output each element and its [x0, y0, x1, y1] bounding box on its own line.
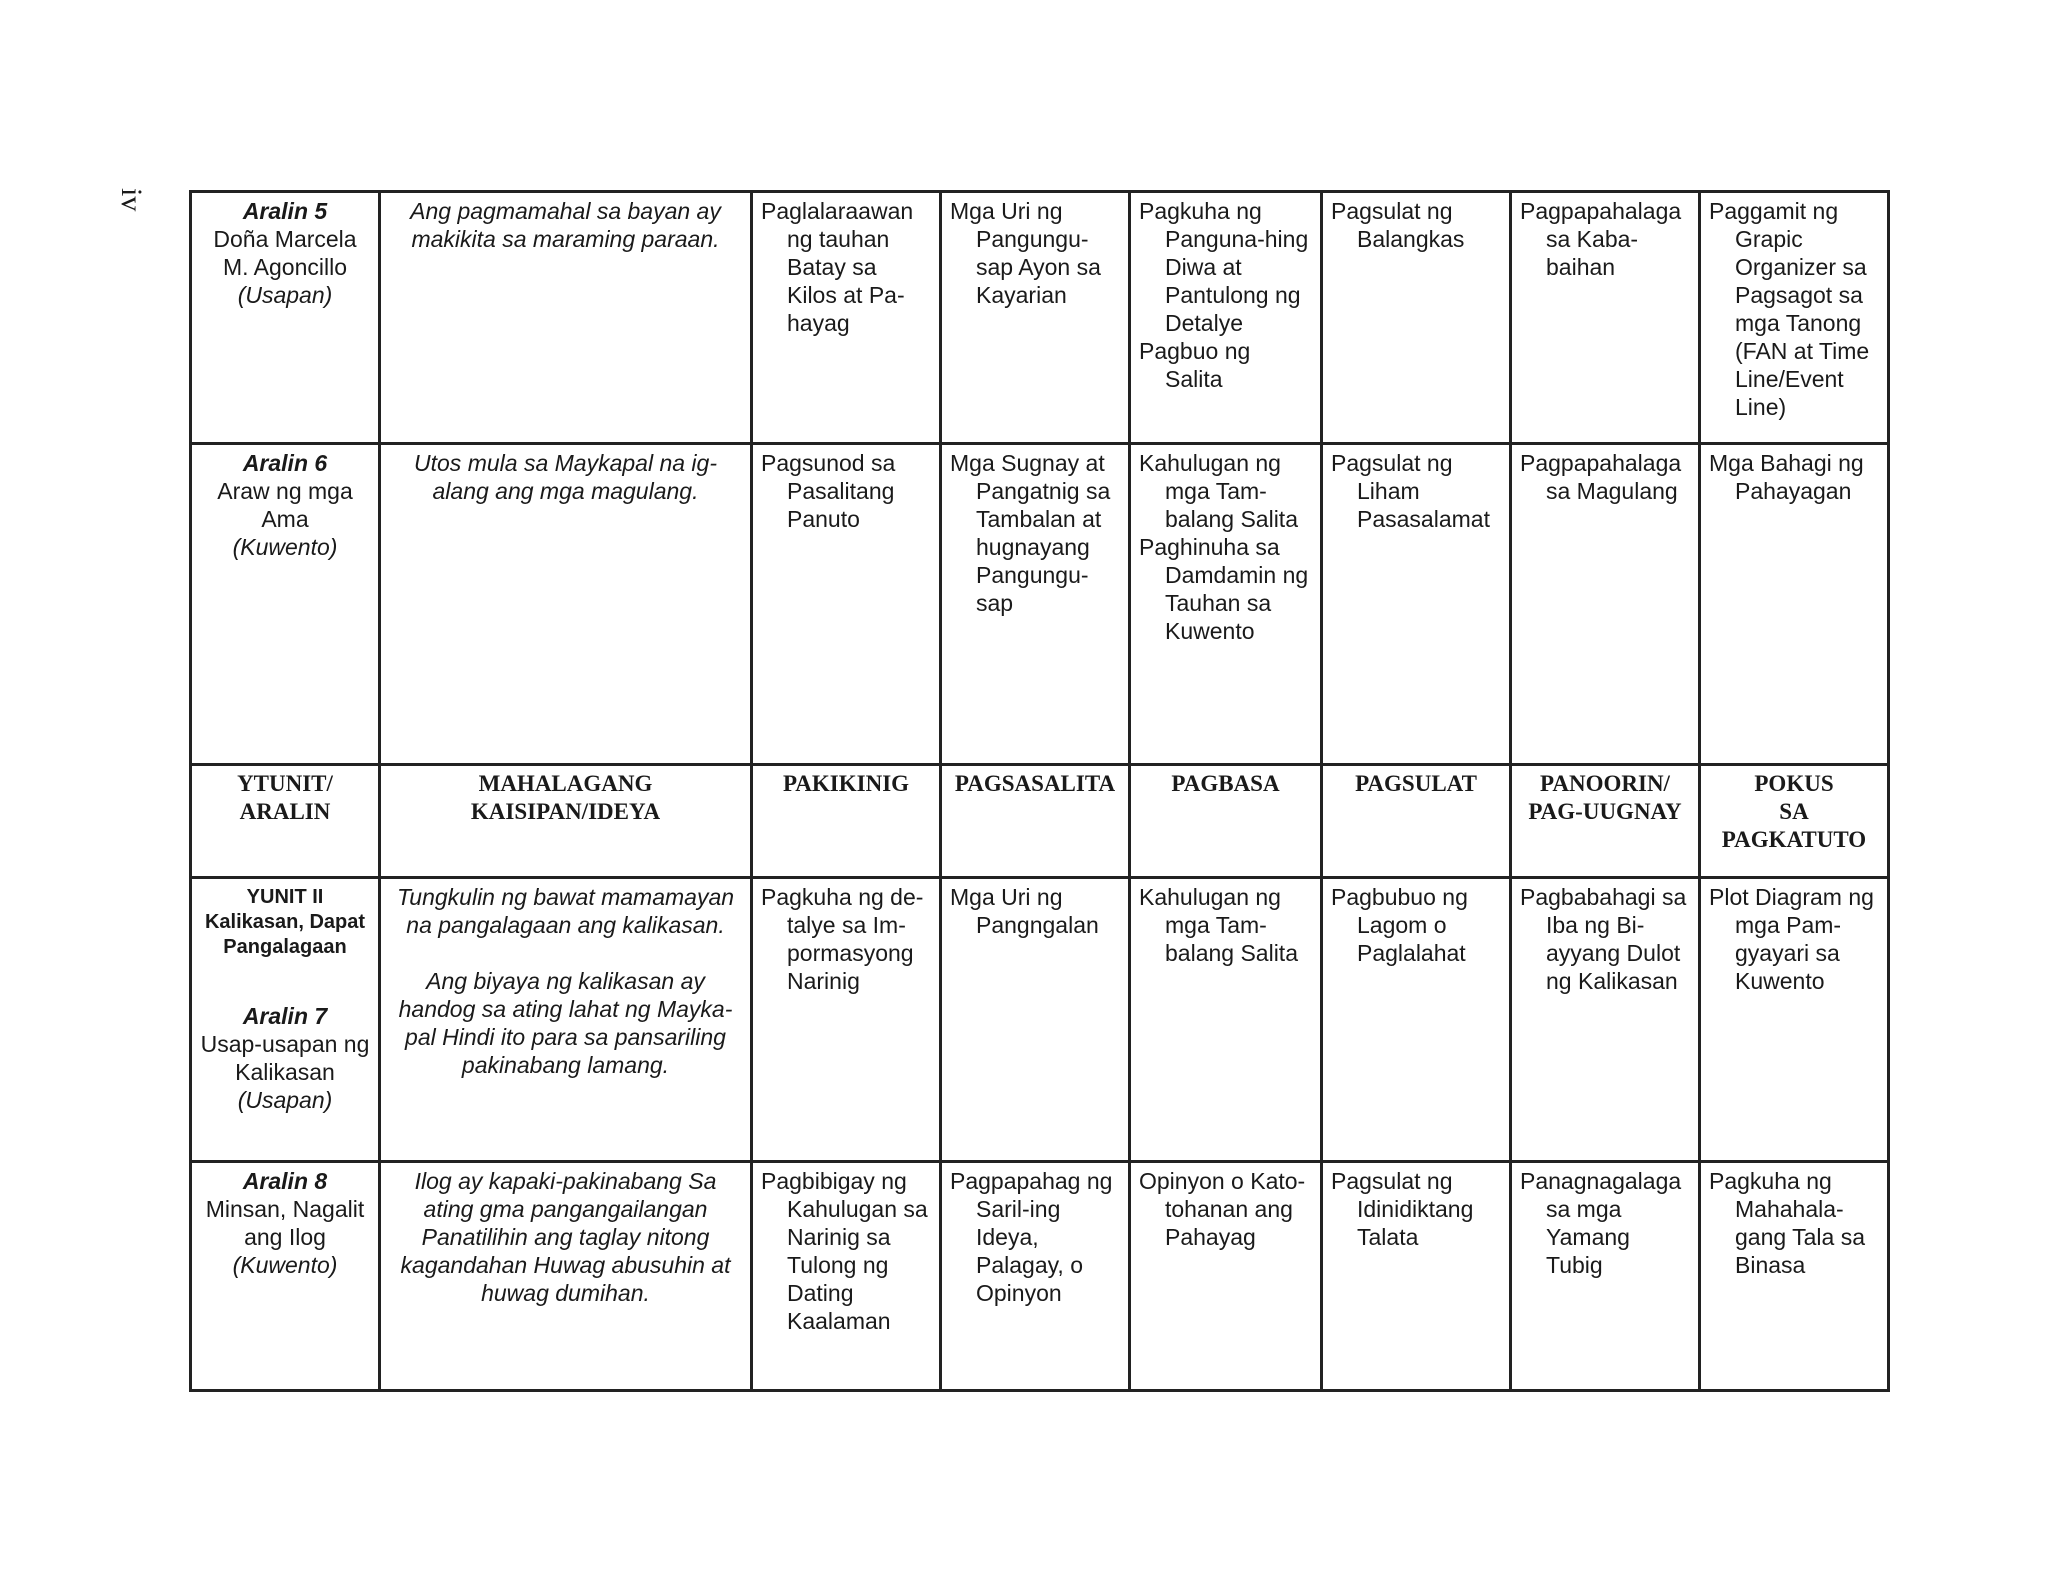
panoorin-item: Pagbabahagi sa Iba ng Bi-ayyang Dulot ng Kalikasan [1520, 884, 1687, 994]
panoorin-item: Pagpapahalaga sa Magulang [1520, 450, 1682, 504]
pakikinig-item: Pagkuha ng de-talye sa Im-pormasyong Narinig [761, 884, 924, 994]
lesson-genre: (Kuwento) [232, 1252, 338, 1278]
key-idea-cell [380, 444, 752, 765]
panoorin-item: Panagnagalaga sa mga Yamang Tubig [1520, 1168, 1682, 1278]
lesson-number: Aralin 7 [242, 1003, 328, 1029]
pokus-item: Pagkuha ng Mahahala-gang Tala sa Binasa [1709, 1168, 1866, 1278]
pakikinig-cell [752, 1162, 941, 1391]
table-row-aralin-7 [191, 878, 1889, 1162]
lesson-genre: (Kuwento) [232, 534, 338, 560]
pagsasalita-item: Mga Uri ng Pangngalan [950, 884, 1099, 938]
lesson-number: Aralin 5 [242, 198, 328, 224]
table-row-aralin-5 [191, 192, 1889, 444]
table-row-aralin-8 [191, 1162, 1889, 1391]
key-idea-cell [380, 192, 752, 444]
pagsasalita-cell [941, 878, 1130, 1162]
key-idea-cell [380, 1162, 752, 1391]
pagsasalita-cell [941, 444, 1130, 765]
pagbasa-cell [1130, 1162, 1322, 1391]
pokus-item: Mga Bahagi ng Pahayagan [1709, 450, 1864, 504]
key-idea-cell [380, 878, 752, 1162]
pagsulat-cell [1322, 192, 1511, 444]
pagbasa-cell [1130, 444, 1322, 765]
header-pakikinig: PAKIKINIG [752, 765, 941, 878]
lesson-cell [191, 192, 380, 444]
key-idea-text: Ilog ay kapaki-pakinabang Sa ating gma pangangailangan Panatilihin ang taglay nitong kagandahan Huwag abusuhin at huwag dumihan. [400, 1168, 731, 1306]
pagsasalita-cell [941, 1162, 1130, 1391]
pakikinig-cell [752, 878, 941, 1162]
pakikinig-cell [752, 444, 941, 765]
pagsasalita-item: Pagpapahag ng Saril-ing Ideya, Palagay, o Opinyon [950, 1168, 1113, 1306]
lesson-number: Aralin 8 [242, 1168, 328, 1194]
pagsasalita-item: Mga Uri ng Pangungu-sap Ayon sa Kayarian [950, 198, 1101, 308]
pagbasa-item: Pagkuha ng Panguna-hing Diwa at Pantulong ng Detalye [1139, 198, 1309, 336]
panoorin-cell [1511, 192, 1700, 444]
pagsulat-item: Pagsulat ng Balangkas [1331, 198, 1465, 252]
pokus-cell [1700, 444, 1889, 765]
pakikinig-item: Pagsunod sa Pasalitang Panuto [761, 450, 896, 532]
key-idea-text: Ang pagmamahal sa bayan ay makikita sa maraming paraan. [410, 198, 721, 252]
page-number: iv [115, 188, 148, 212]
header-panoorin: PANOORIN/ PAG-UUGNAY [1511, 765, 1700, 878]
header-pagsulat: PAGSULAT [1322, 765, 1511, 878]
header-mahalagang-kaisipan: MAHALAGANG KAISIPAN/IDEYA [380, 765, 752, 878]
pagbasa-cell [1130, 192, 1322, 444]
key-idea-text: Utos mula sa Maykapal na ig-alang ang mga magulang. [414, 450, 717, 504]
pagsasalita-item: Mga Sugnay at Pangatnig sa Tambalan at hugnayang Pangungu-sap [950, 450, 1111, 616]
key-idea-text: Ang biyaya ng kalikasan ay handog sa ating lahat ng Mayka-pal Hindi ito para sa pansariling pakinabang lamang. [398, 968, 733, 1078]
pagbasa-item: Opinyon o Kato-tohanan ang Pahayag [1139, 1168, 1306, 1250]
pokus-cell [1700, 192, 1889, 444]
panoorin-cell [1511, 444, 1700, 765]
lesson-cell [191, 1162, 380, 1391]
pokus-item: Paggamit ng Grapic Organizer sa Pagsagot sa mga Tanong (FAN at Time Line/Event Line) [1709, 198, 1870, 420]
pagsulat-item: Pagsulat ng Idinidiktang Talata [1331, 1168, 1474, 1250]
table-row-aralin-6 [191, 444, 1889, 765]
lesson-title: Doña Marcela M. Agoncillo [213, 226, 357, 280]
pagbasa-item: Kahulugan ng mga Tam-balang Salita [1139, 450, 1298, 532]
pagsulat-cell [1322, 878, 1511, 1162]
pokus-cell [1700, 878, 1889, 1162]
table-header-row [191, 765, 1889, 878]
pagbasa-item: Pagbuo ng Salita [1139, 338, 1251, 392]
pokus-item: Plot Diagram ng mga Pam-gyayari sa Kuwento [1709, 884, 1874, 994]
panoorin-cell [1511, 1162, 1700, 1391]
header-pagsasalita: PAGSASALITA [941, 765, 1130, 878]
lesson-genre: (Usapan) [237, 282, 333, 308]
pagbasa-item: Paghinuha sa Damdamin ng Tauhan sa Kuwento [1139, 534, 1309, 644]
pokus-cell [1700, 1162, 1889, 1391]
lesson-title: Minsan, Nagalit ang Ilog [205, 1196, 365, 1250]
lesson-cell [191, 878, 380, 1162]
panoorin-item: Pagpapahalaga sa Kaba-baihan [1520, 198, 1682, 280]
curriculum-table [189, 190, 1890, 1392]
pakikinig-cell [752, 192, 941, 444]
pakikinig-item: Paglalaraawan ng tauhan Batay sa Kilos at Pa-hayag [761, 198, 914, 336]
pagbasa-cell [1130, 878, 1322, 1162]
header-ytunit-aralin: YTUNIT/ ARALIN [191, 765, 380, 878]
header-pagbasa: PAGBASA [1130, 765, 1322, 878]
lesson-cell [191, 444, 380, 765]
pagsulat-item: Pagsulat ng Liham Pasasalamat [1331, 450, 1490, 532]
lesson-genre: (Usapan) [237, 1087, 333, 1113]
lesson-title: Araw ng mga Ama [217, 478, 353, 532]
header-pokus: POKUS SA PAGKATUTO [1700, 765, 1889, 878]
pagsulat-cell [1322, 1162, 1511, 1391]
lesson-number: Aralin 6 [242, 450, 328, 476]
pagsulat-item: Pagbubuo ng Lagom o Paglalahat [1331, 884, 1468, 966]
pagsasalita-cell [941, 192, 1130, 444]
key-idea-text: Tungkulin ng bawat mamamayan na pangalagaan ang kalikasan. [396, 884, 735, 938]
pagsulat-cell [1322, 444, 1511, 765]
unit-title: YUNIT II Kalikasan, Dapat Pangalagaan [204, 886, 366, 958]
pakikinig-item: Pagbibigay ng Kahulugan sa Narinig sa Tulong ng Dating Kaalaman [761, 1168, 928, 1334]
lesson-title: Usap-usapan ng Kalikasan [200, 1031, 370, 1085]
pagbasa-item: Kahulugan ng mga Tam-balang Salita [1139, 884, 1298, 966]
panoorin-cell [1511, 878, 1700, 1162]
